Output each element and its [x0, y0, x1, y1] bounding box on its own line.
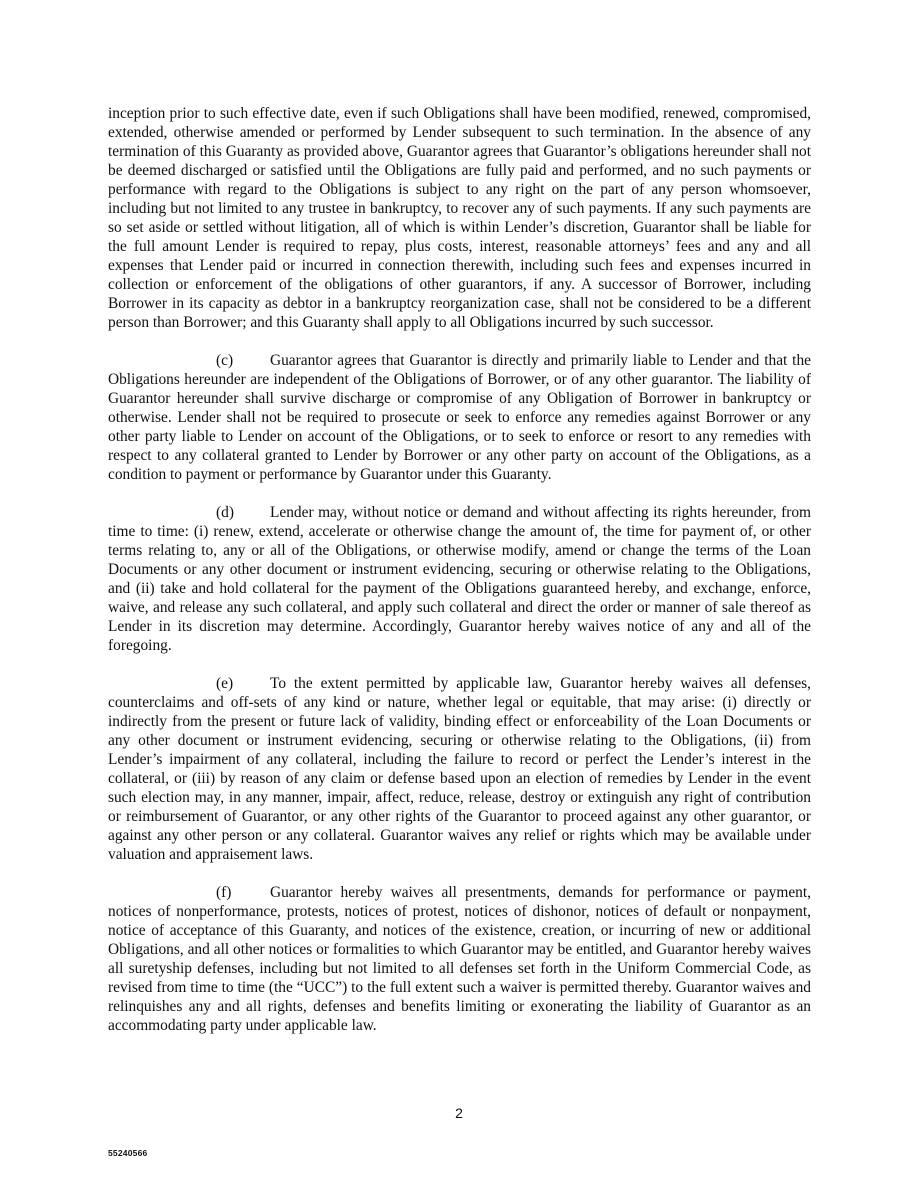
- paragraph-continuation: [108, 104, 811, 332]
- paragraph-text: Guarantor agrees that Guarantor is directly and primarily liable to Lender and that the Obligations hereunder are independent of the Obligations of Borrower, or of any other guarantor. The liability of Guarantor hereunder shall survive discharge or compromise of any Obligation of Borrower in bankruptcy or otherwise. Lender shall not be required to prosecute or seek to enforce any remedies against Borrower or any other party liable to Lender on account of the Obligations, or to seek to enforce or resort to any remedies with respect to any collateral granted to Lender by Borrower or any other party on account of the Obligations, as a condition to payment or performance by Guarantor under this Guaranty.: [108, 352, 811, 483]
- paragraph-marker: (c): [216, 352, 234, 369]
- paragraph-text: Lender may, without notice or demand and without affecting its rights hereunder, from time to time: (i) renew, extend, accelerate or otherwise change the amount of, the time for payment of, or other terms relating to, any or all of the Obligations, or otherwise modify, amend or change the terms of the Loan Documents or any other document or instrument evidencing, securing or otherwise relating to the Obligations, and (ii) take and hold collateral for the payment of the Obligations guaranteed hereby, and exchange, enforce, waive, and release any such collateral, and apply such collateral and direct the order or manner of sale thereof as Lender in its discretion may determine. Accordingly, Guarantor hereby waives notice of any and all of the foregoing.: [108, 504, 811, 654]
- paragraph-e: [108, 674, 811, 864]
- paragraph-marker: (d): [216, 504, 234, 521]
- paragraph-text: Guarantor hereby waives all presentments, demands for performance or payment, notices of nonperformance, protests, notices of protest, notices of dishonor, notices of default or nonpayment, notice of acceptance of this Guaranty, and notices of the existence, creation, or incurring of new or additional Obligations, and all other notices or formalities to which Guarantor may be entitled, and Guarantor hereby waives all suretyship defenses, including but not limited to all defenses set forth in the Uniform Commercial Code, as revised from time to time (the “UCC”) to the full extent such a waiver is permitted thereby. Guarantor waives and relinquishes any and all rights, defenses and benefits limiting or exonerating the liability of Guarantor as an accommodating party under applicable law.: [108, 884, 811, 1034]
- paragraph-marker: (f): [216, 884, 232, 901]
- paragraph-text: To the extent permitted by applicable law, Guarantor hereby waives all defenses, counterclaims and off-sets of any kind or nature, whether legal or equitable, that may arise: (i) directly or indirectly from the present or future lack of validity, binding effect or enforceability of the Loan Documents or any other document or instrument evidencing, securing or otherwise relating to the Obligations, (ii) from Lender’s impairment of any collateral, including the failure to record or perfect the Lender’s interest in the collateral, or (iii) by reason of any claim or defense based upon an election of remedies by Lender in the event such election may, in any manner, impair, affect, reduce, release, destroy or extinguish any right of contribution or reimbursement of Guarantor, or any other rights of the Guarantor to proceed against any other guarantor, or against any other person or any collateral. Guarantor waives any relief or rights which may be available under valuation and appraisement laws.: [108, 675, 811, 863]
- page-number: 2: [455, 1105, 463, 1121]
- paragraph-d: [108, 503, 811, 655]
- paragraph-marker: (e): [216, 675, 234, 692]
- document-id: 55240566: [108, 1148, 148, 1158]
- document-body: [108, 104, 811, 1035]
- paragraph-text: inception prior to such effective date, even if such Obligations shall have been modified, renewed, compromised, extended, otherwise amended or performed by Lender subsequent to such termination. In the absence of any termination of this Guaranty as provided above, Guarantor agrees that Guarantor’s obligations hereunder shall not be deemed discharged or satisfied until the Obligations are fully paid and performed, and no such payments or performance with regard to the Obligations is subject to any right on the part of any person whomsoever, including but not limited to any trustee in bankruptcy, to recover any of such payments. If any such payments are so set aside or settled without litigation, all of which is within Lender’s discretion, Guarantor shall be liable for the full amount Lender is required to repay, plus costs, interest, reasonable attorneys’ fees and any and all expenses that Lender paid or incurred in connection therewith, including such fees and expenses incurred in collection or enforcement of the obligations of other guarantors, if any. A successor of Borrower, including Borrower in its capacity as debtor in a bankruptcy reorganization case, shall not be considered to be a different person than Borrower; and this Guaranty shall apply to all Obligations incurred by such successor.: [108, 105, 811, 331]
- paragraph-c: [108, 351, 811, 484]
- paragraph-f: [108, 883, 811, 1035]
